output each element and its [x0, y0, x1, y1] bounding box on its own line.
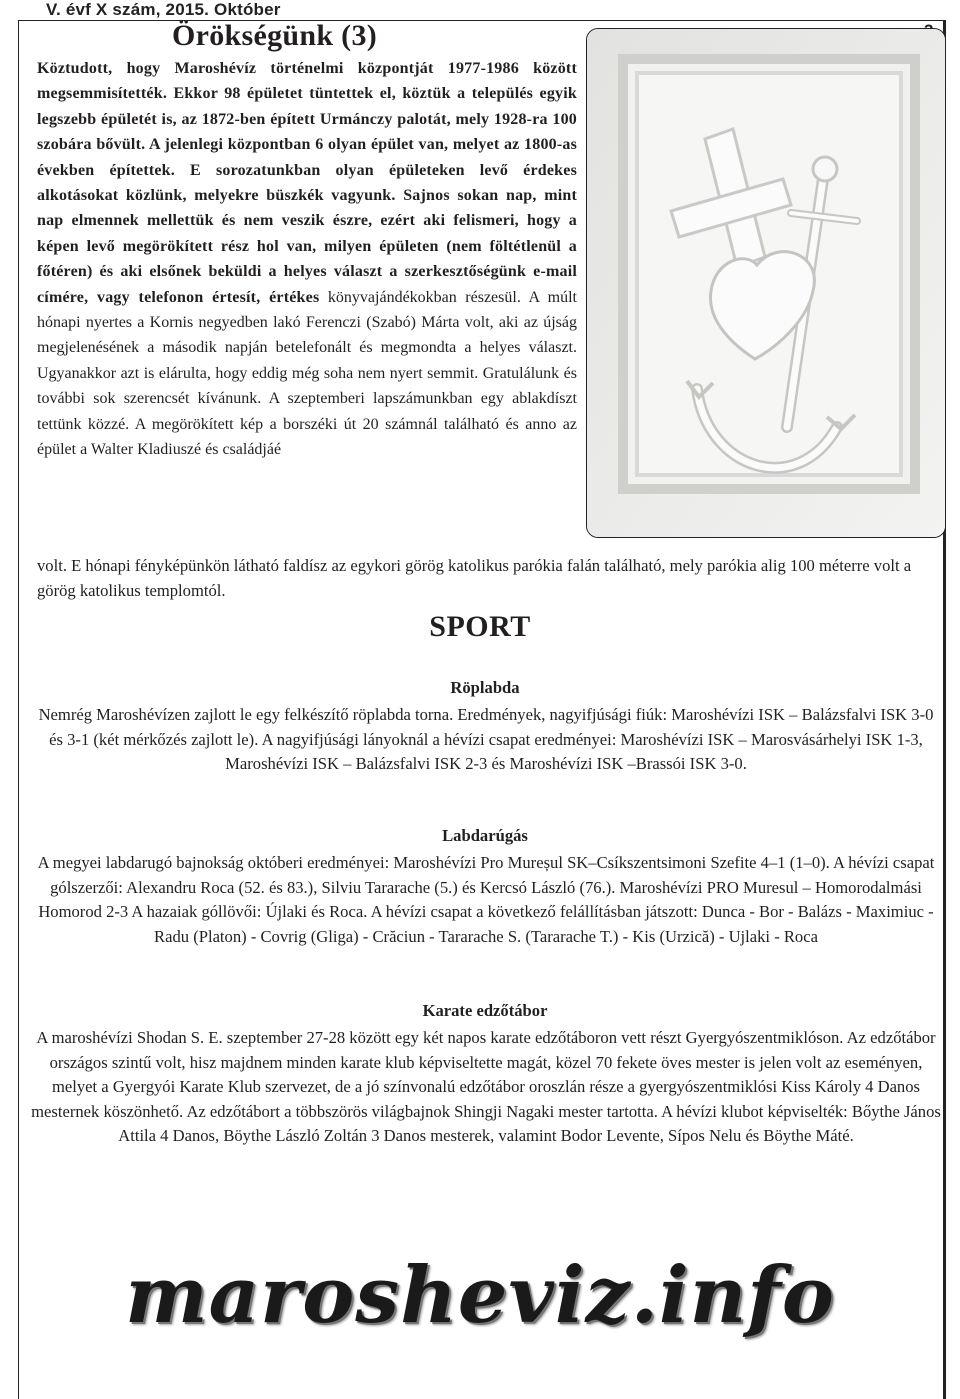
- heritage-intro-regular: könyvajándékokban részesül. A múlt hónapi nyertes a Kornis negyedben lakó Ferenczi (Szabó) Márta volt, aki az újság megjelenésének a második napján betelefonált és megmondta a helyes választ. Ugyanakkor azt is elárulta, hogy eddig még soha nem nyert semmit. Gratulálunk és további sok szerencsét kívánunk. A szeptemberi lapszámunkban egy ablakdíszt tettünk közzé. A megörökített kép a borszéki út 20 számnál található és anno az épület a Walter Kladiuszé és családjáé: [37, 288, 577, 459]
- section-title-karate: Karate edzőtábor: [422, 1001, 548, 1020]
- faith-hope-love-relief: [587, 29, 945, 537]
- site-logo: marosheviz.info: [125, 1250, 835, 1341]
- page-frame-left: [18, 20, 19, 1399]
- page-frame-top: [18, 20, 944, 21]
- wall-ornament-photo: [586, 28, 946, 538]
- page-title: Örökségünk (3): [172, 19, 378, 52]
- heritage-intro: [37, 56, 577, 463]
- issue-line: V. évf X szám, 2015. Október: [46, 0, 281, 19]
- heritage-intro-bold: Köztudott, hogy Maroshévíz történelmi központját 1977-1986 között megsemmisítették. Ekkor 98 épületet tüntettek el, köztük a település egyik legszebb épületét is, az 1872-ben épített Urmánczy palotát, mely 1928-ra 100 szobára bővült. A jelenlegi központban 6 olyan épület van, melyet az 1800-as években építettek. E sorozatunkban olyan épületeken levő érdekes alkotásokat közlünk, melyekre büszkék vagyunk. Sajnos sokan nap, mint nap elmennek mellettük és nem veszik észre, ezért aki felismeri, hogy a képen levő megörökített rész hol van, milyen épületen (nem föltétlenül a főtéren) és aki elsőnek beküldi a helyes választ a szerkesztőségünk e-mail címére, vagy telefonon értesít, értékes: [37, 60, 577, 306]
- heritage-continuation: volt. E hónapi fényképünkön látható faldísz az egykori görög katolikus parókia falán található, mely parókia alig 100 méterre volt a görög katolikus templomtól.: [37, 556, 912, 601]
- sport-heading: SPORT: [429, 610, 531, 643]
- section-title-football: Labdarúgás: [442, 826, 528, 845]
- section-title-volleyball: Röplabda: [450, 678, 520, 697]
- section-body-karate: A maroshévízi Shodan S. E. szeptember 27-28 között egy két napos karate edzőtáboron vett részt Gyergyószentmiklóson. Az edzőtábor országos szintű volt, hisz majdnem minden karate klub képviseltette magát, közel 70 fekete öves mester is jelen volt az eseményen, melyet a Gyergyói Karate Klub szervezet, de a jó színvonalú edzőtábor oroszlán része a gyergyószentmiklósi Kiss Károly 4 Danos mesternek köszönhető. Az edzőtábort a többszörös világbajnok Shingji Nagaki mester tartotta. A hévízi klubot képviselték: Bőythe János Attila 4 Danos, Böythe László Zoltán 3 Danos mesterek, valamint Bodor Levente, Sípos Nelu és Böythe Máté.: [31, 1028, 941, 1146]
- section-body-volleyball: Nemrég Maroshévízen zajlott le egy felkészítő röplabda torna. Eredmények, nagyifjúsági fiúk: Maroshévízi ISK – Balázsfalvi ISK 3-0 és 3-1 (két mérkőzés zajlott le). A nagyifjúsági lányoknál a hévízi csapat eredményei: Maroshévízi ISK – Marosvásárhelyi ISK 1-3, Maroshévízi ISK – Balázsfalvi ISK 2-3 és Maroshévízi ISK –Brassói ISK 3-0.: [38, 705, 934, 774]
- section-body-football: A megyei labdarugó bajnokság októberi eredményei: Maroshévízi Pro Mureșul SK–Csíkszentsimoni Szefite 4–1 (1–0). A hévízi csapat gólszerzői: Alexandru Roca (52. és 83.), Silviu Tararache (5.) és Kercsó László (76.). Maroshévízi PRO Muresul – Homorodalmási Homorod 2-3 A hazaiak góllövői: Újlaki és Roca. A hévízi csapat a következő felállításban játszott: Dunca - Bor - Balázs - Maximiuc - Radu (Platon) - Covrig (Gliga) - Crăciun - Tararache S. (Tararache T.) - Kis (Urzică) - Ujlaki - Roca: [37, 853, 935, 946]
